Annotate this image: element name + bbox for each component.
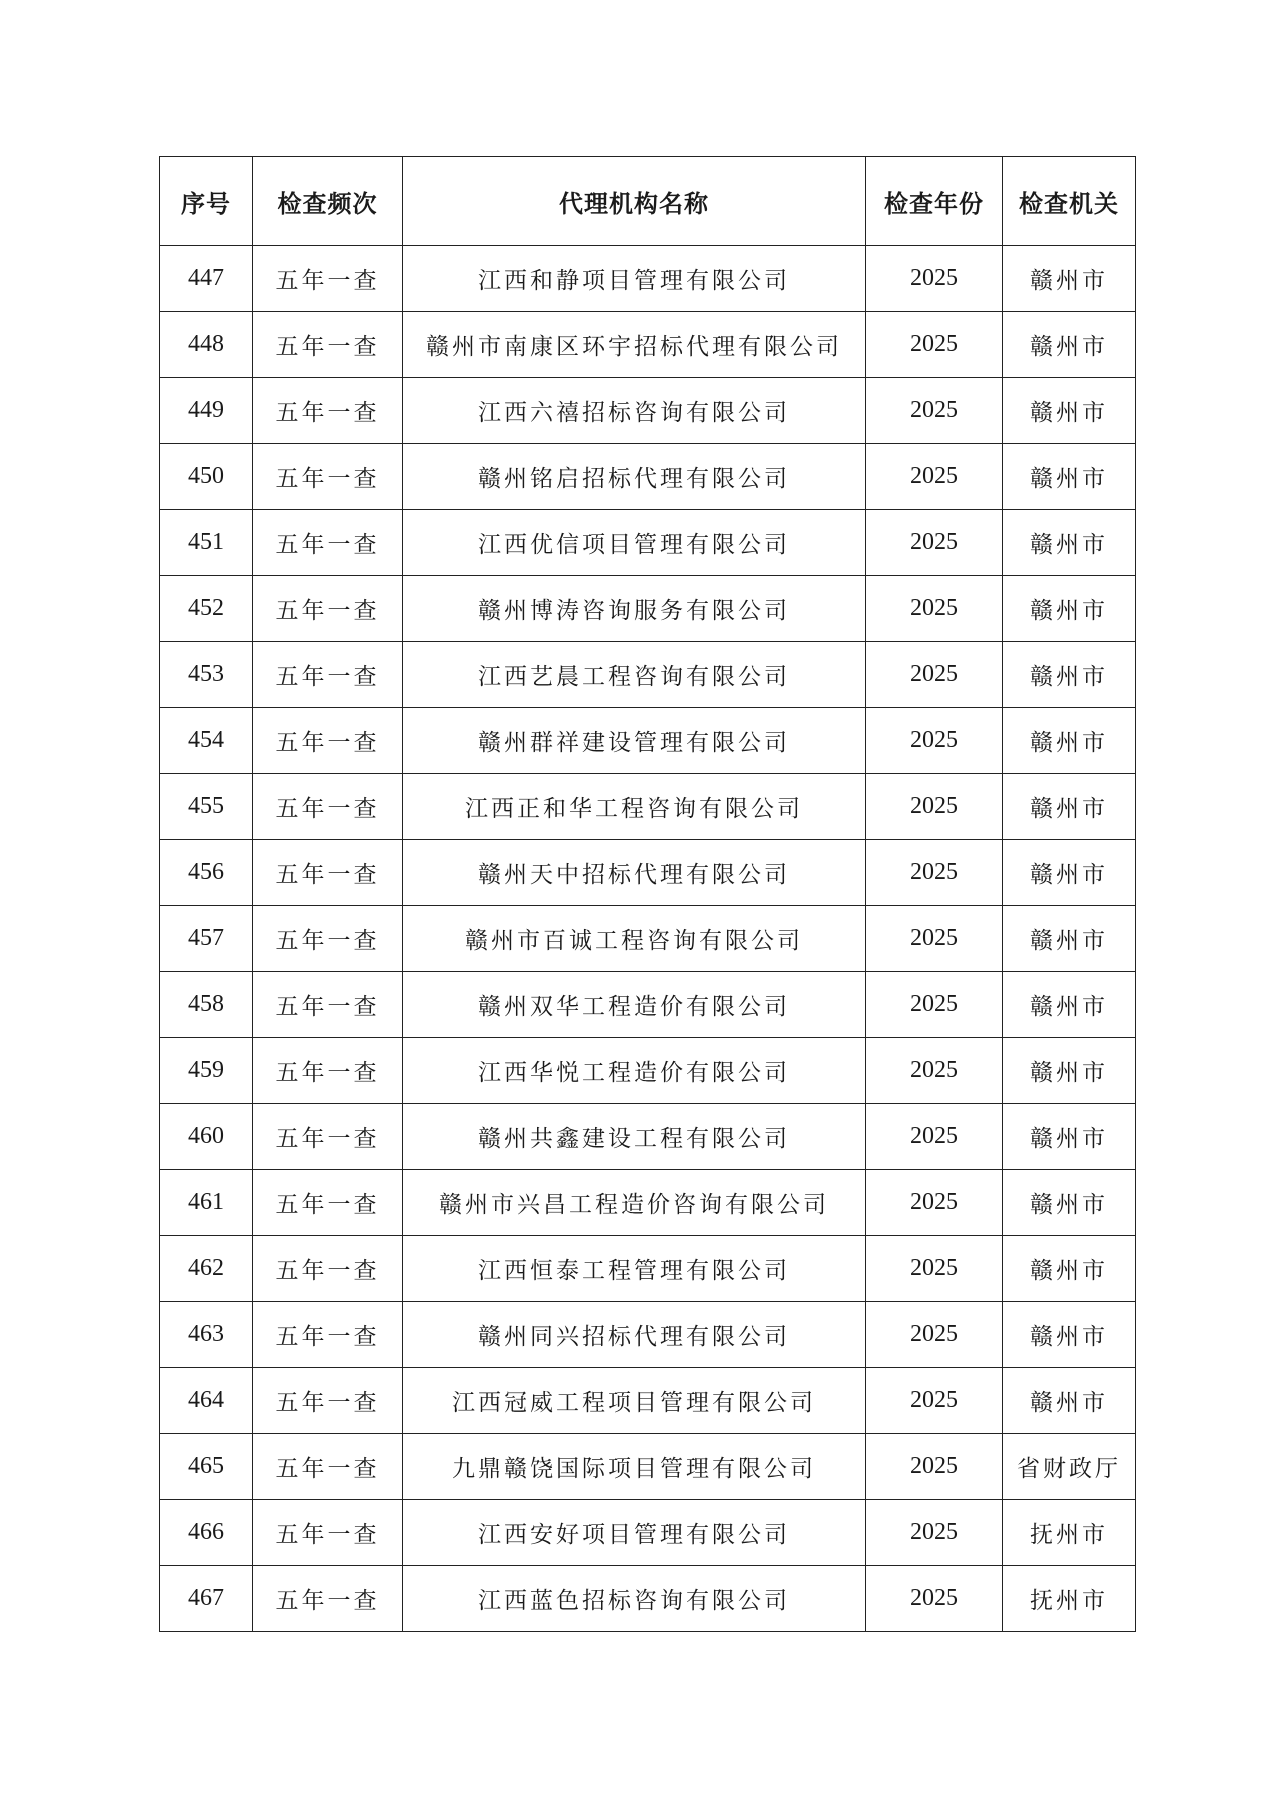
cell-inspection-year: 2025 [866, 312, 1003, 378]
header-agency-name: 代理机构名称 [403, 157, 866, 246]
table-row [160, 576, 1136, 642]
table-row [160, 972, 1136, 1038]
cell-inspection-frequency: 五年一查 [253, 510, 403, 576]
cell-serial-number: 460 [160, 1104, 253, 1170]
table-row [160, 708, 1136, 774]
cell-inspection-frequency: 五年一查 [253, 1566, 403, 1632]
cell-inspection-frequency: 五年一查 [253, 1434, 403, 1500]
table-row [160, 1500, 1136, 1566]
cell-inspection-authority: 赣州市 [1003, 246, 1136, 312]
cell-agency-name: 江西六禧招标咨询有限公司 [403, 378, 866, 444]
cell-inspection-year: 2025 [866, 246, 1003, 312]
cell-inspection-authority: 赣州市 [1003, 906, 1136, 972]
cell-inspection-year: 2025 [866, 840, 1003, 906]
cell-serial-number: 461 [160, 1170, 253, 1236]
cell-serial-number: 457 [160, 906, 253, 972]
cell-agency-name: 江西恒泰工程管理有限公司 [403, 1236, 866, 1302]
cell-inspection-frequency: 五年一查 [253, 1170, 403, 1236]
cell-agency-name: 赣州市兴昌工程造价咨询有限公司 [403, 1170, 866, 1236]
cell-agency-name: 赣州天中招标代理有限公司 [403, 840, 866, 906]
cell-inspection-authority: 抚州市 [1003, 1566, 1136, 1632]
cell-inspection-year: 2025 [866, 1302, 1003, 1368]
cell-inspection-frequency: 五年一查 [253, 246, 403, 312]
cell-serial-number: 456 [160, 840, 253, 906]
table-row [160, 1434, 1136, 1500]
cell-inspection-frequency: 五年一查 [253, 906, 403, 972]
header-inspection-authority: 检查机关 [1003, 157, 1136, 246]
table-row [160, 774, 1136, 840]
cell-serial-number: 451 [160, 510, 253, 576]
cell-inspection-frequency: 五年一查 [253, 312, 403, 378]
cell-inspection-year: 2025 [866, 378, 1003, 444]
table-body [160, 246, 1136, 1632]
cell-inspection-authority: 赣州市 [1003, 510, 1136, 576]
table-row [160, 246, 1136, 312]
cell-inspection-year: 2025 [866, 708, 1003, 774]
cell-inspection-year: 2025 [866, 972, 1003, 1038]
cell-serial-number: 462 [160, 1236, 253, 1302]
cell-agency-name: 江西安好项目管理有限公司 [403, 1500, 866, 1566]
cell-serial-number: 459 [160, 1038, 253, 1104]
cell-serial-number: 465 [160, 1434, 253, 1500]
cell-inspection-year: 2025 [866, 1038, 1003, 1104]
table-row [160, 1368, 1136, 1434]
cell-inspection-frequency: 五年一查 [253, 774, 403, 840]
cell-inspection-authority: 赣州市 [1003, 1038, 1136, 1104]
table-row [160, 906, 1136, 972]
cell-agency-name: 江西冠威工程项目管理有限公司 [403, 1368, 866, 1434]
cell-agency-name: 赣州博涛咨询服务有限公司 [403, 576, 866, 642]
table-row [160, 1038, 1136, 1104]
cell-inspection-year: 2025 [866, 1368, 1003, 1434]
cell-inspection-authority: 赣州市 [1003, 312, 1136, 378]
cell-inspection-frequency: 五年一查 [253, 1302, 403, 1368]
cell-inspection-frequency: 五年一查 [253, 1104, 403, 1170]
table-header-row [160, 157, 1136, 246]
cell-inspection-year: 2025 [866, 642, 1003, 708]
cell-inspection-year: 2025 [866, 1566, 1003, 1632]
table-row [160, 444, 1136, 510]
cell-inspection-authority: 赣州市 [1003, 972, 1136, 1038]
cell-inspection-authority: 赣州市 [1003, 840, 1136, 906]
cell-serial-number: 458 [160, 972, 253, 1038]
table-row [160, 1566, 1136, 1632]
cell-inspection-frequency: 五年一查 [253, 576, 403, 642]
header-inspection-year: 检查年份 [866, 157, 1003, 246]
cell-inspection-frequency: 五年一查 [253, 1368, 403, 1434]
cell-inspection-frequency: 五年一查 [253, 708, 403, 774]
cell-agency-name: 江西正和华工程咨询有限公司 [403, 774, 866, 840]
cell-inspection-year: 2025 [866, 906, 1003, 972]
cell-inspection-authority: 赣州市 [1003, 1368, 1136, 1434]
cell-serial-number: 454 [160, 708, 253, 774]
cell-agency-name: 赣州同兴招标代理有限公司 [403, 1302, 866, 1368]
cell-serial-number: 455 [160, 774, 253, 840]
header-serial-number: 序号 [160, 157, 253, 246]
cell-inspection-frequency: 五年一查 [253, 1236, 403, 1302]
table-row [160, 312, 1136, 378]
cell-serial-number: 452 [160, 576, 253, 642]
cell-inspection-frequency: 五年一查 [253, 972, 403, 1038]
cell-inspection-frequency: 五年一查 [253, 444, 403, 510]
cell-inspection-year: 2025 [866, 510, 1003, 576]
cell-serial-number: 467 [160, 1566, 253, 1632]
cell-agency-name: 赣州市南康区环宇招标代理有限公司 [403, 312, 866, 378]
table-row [160, 1170, 1136, 1236]
cell-agency-name: 九鼎赣饶国际项目管理有限公司 [403, 1434, 866, 1500]
cell-inspection-authority: 赣州市 [1003, 1236, 1136, 1302]
cell-agency-name: 江西华悦工程造价有限公司 [403, 1038, 866, 1104]
cell-serial-number: 463 [160, 1302, 253, 1368]
cell-inspection-year: 2025 [866, 774, 1003, 840]
table-row [160, 378, 1136, 444]
cell-agency-name: 赣州铭启招标代理有限公司 [403, 444, 866, 510]
cell-serial-number: 447 [160, 246, 253, 312]
table-row [160, 840, 1136, 906]
cell-agency-name: 江西艺晨工程咨询有限公司 [403, 642, 866, 708]
cell-inspection-authority: 赣州市 [1003, 708, 1136, 774]
cell-inspection-authority: 赣州市 [1003, 642, 1136, 708]
cell-agency-name: 赣州群祥建设管理有限公司 [403, 708, 866, 774]
cell-inspection-authority: 赣州市 [1003, 1302, 1136, 1368]
cell-inspection-year: 2025 [866, 576, 1003, 642]
cell-inspection-year: 2025 [866, 1170, 1003, 1236]
cell-serial-number: 448 [160, 312, 253, 378]
cell-inspection-year: 2025 [866, 1104, 1003, 1170]
cell-inspection-frequency: 五年一查 [253, 1038, 403, 1104]
cell-inspection-authority: 赣州市 [1003, 378, 1136, 444]
cell-serial-number: 450 [160, 444, 253, 510]
cell-serial-number: 464 [160, 1368, 253, 1434]
cell-inspection-frequency: 五年一查 [253, 378, 403, 444]
cell-agency-name: 赣州市百诚工程咨询有限公司 [403, 906, 866, 972]
table-row [160, 510, 1136, 576]
cell-agency-name: 江西优信项目管理有限公司 [403, 510, 866, 576]
cell-serial-number: 466 [160, 1500, 253, 1566]
cell-inspection-year: 2025 [866, 1434, 1003, 1500]
cell-inspection-authority: 赣州市 [1003, 1104, 1136, 1170]
cell-agency-name: 赣州共鑫建设工程有限公司 [403, 1104, 866, 1170]
table-row [160, 1302, 1136, 1368]
cell-inspection-authority: 抚州市 [1003, 1500, 1136, 1566]
cell-serial-number: 453 [160, 642, 253, 708]
cell-inspection-authority: 赣州市 [1003, 576, 1136, 642]
cell-inspection-year: 2025 [866, 444, 1003, 510]
cell-inspection-authority: 赣州市 [1003, 774, 1136, 840]
cell-inspection-authority: 省财政厅 [1003, 1434, 1136, 1500]
cell-serial-number: 449 [160, 378, 253, 444]
cell-inspection-authority: 赣州市 [1003, 444, 1136, 510]
cell-agency-name: 江西蓝色招标咨询有限公司 [403, 1566, 866, 1632]
table-row [160, 1236, 1136, 1302]
cell-inspection-frequency: 五年一查 [253, 840, 403, 906]
cell-agency-name: 赣州双华工程造价有限公司 [403, 972, 866, 1038]
agency-inspection-table [159, 156, 1136, 1632]
header-inspection-frequency: 检查频次 [253, 157, 403, 246]
cell-inspection-frequency: 五年一查 [253, 1500, 403, 1566]
cell-agency-name: 江西和静项目管理有限公司 [403, 246, 866, 312]
cell-inspection-authority: 赣州市 [1003, 1170, 1136, 1236]
table-row [160, 642, 1136, 708]
cell-inspection-year: 2025 [866, 1500, 1003, 1566]
table-row [160, 1104, 1136, 1170]
cell-inspection-frequency: 五年一查 [253, 642, 403, 708]
cell-inspection-year: 2025 [866, 1236, 1003, 1302]
